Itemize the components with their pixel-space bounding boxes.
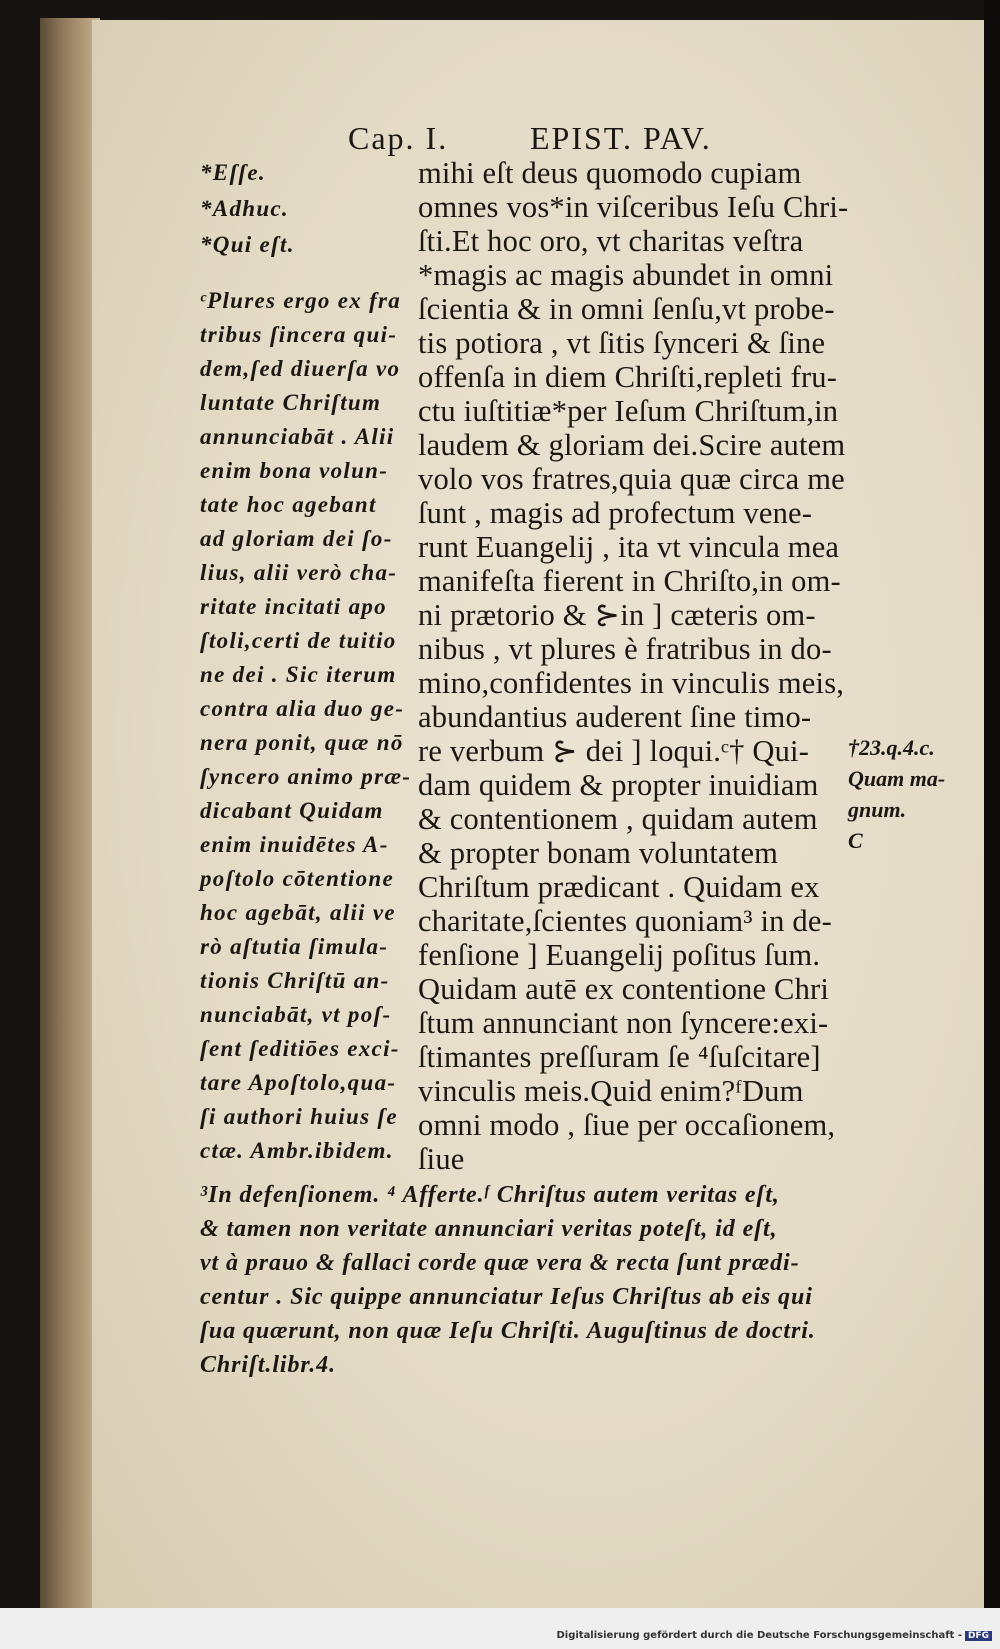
- footnote-line: vt à prauo & fallaci corde quæ vera & recta ſunt prædi-: [200, 1250, 800, 1276]
- main-text-line: ſunt , magis ad profectum vene-: [418, 496, 813, 530]
- gloss-line: ſi authori huius ſe: [200, 1104, 398, 1129]
- right-margin-note: †23.q.4.c.: [848, 735, 935, 760]
- gloss-line: annunciabāt . Alii: [200, 424, 395, 449]
- gloss-line: luntate Chriſtum: [200, 390, 382, 415]
- main-text-line: runt Euangelij , ita vt vincula mea: [418, 530, 840, 564]
- main-text-line: ſcientia & in omni ſenſu,vt probe-: [418, 292, 835, 326]
- main-text-line: vinculis meis.Quid enim?ᶠDum: [418, 1074, 804, 1108]
- main-text-line: ſtimantes preſſuram ſe ⁴ſuſcitare]: [418, 1040, 821, 1074]
- main-text-line: volo vos fratres,quia quæ circa me: [418, 462, 845, 496]
- gloss-line: hoc agebāt, alii ve: [200, 900, 396, 925]
- gloss-line: enim bona volun-: [200, 458, 389, 483]
- gloss-line: enim inuidētes A-: [200, 832, 389, 857]
- gloss-line: ſent ſeditiōes exci-: [200, 1036, 400, 1061]
- main-text-line: tis potiora , vt ſitis ſynceri & ſine: [418, 326, 826, 360]
- gloss-line: ritate incitati apo: [200, 594, 387, 619]
- dfg-logo: DFG: [965, 1631, 992, 1641]
- digitization-credit: [556, 1630, 992, 1641]
- main-text-line: laudem & gloriam dei.Scire autem: [418, 428, 846, 462]
- gloss-line: lius, alii verò cha-: [200, 560, 398, 585]
- gloss-line: tribus ſincera qui-: [200, 322, 398, 347]
- gloss-line: tionis Chriſtū an-: [200, 968, 390, 993]
- gloss-line: tate hoc agebant: [200, 492, 377, 517]
- main-text-line: ni prætorio & ⊱in ] cæteris om-: [418, 598, 816, 632]
- running-head-title: EPIST. PAV.: [530, 120, 712, 156]
- footnote-line: ſua quærunt, non quæ Ieſu Chriſti. Auguſtinus de doctri.: [200, 1318, 816, 1344]
- gloss-line: nera ponit, quæ nō: [200, 730, 404, 755]
- main-text-line: offenſa in diem Chriſti,repleti fru-: [418, 360, 838, 394]
- gloss-line: rò aſtutia ſimula-: [200, 934, 389, 959]
- main-text-line: abundantius auderent ſine timo-: [418, 700, 812, 734]
- footnote-line: & tamen non veritate annunciari veritas poteſt, id eſt,: [200, 1216, 778, 1242]
- main-text-line: ſiue: [418, 1142, 465, 1176]
- main-text-line: charitate,ſcientes quoniam³ in de-: [418, 904, 832, 938]
- gloss-line: contra alia duo ge-: [200, 696, 405, 721]
- main-text-line: Chriſtum prædicant . Quidam ex: [418, 870, 820, 904]
- main-text-line: dam quidem & propter inuidiam: [418, 768, 819, 802]
- right-margin-note: Quam ma-: [848, 766, 946, 791]
- gloss-line: ſyncero animo præ-: [200, 764, 412, 789]
- credit-strip: [0, 1608, 1000, 1649]
- left-margin-note: *Qui eſt.: [200, 232, 295, 257]
- footnote-line: centur . Sic quippe annunciatur Ieſus Chriſtus ab eis qui: [200, 1284, 813, 1310]
- gloss-line: dem,ſed diuerſa vo: [200, 356, 401, 381]
- book-binding-edge: [40, 18, 100, 1608]
- main-text-line: ſtum annunciant non ſyncere:exi-: [418, 1006, 829, 1040]
- main-text-line: ctu iuſtitiæ*per Ieſum Chriſtum,in: [418, 394, 839, 428]
- footnote-line: ³In defenſionem. ⁴ Afferte.ᶠ Chriſtus autem veritas eſt,: [200, 1182, 780, 1208]
- gloss-line: ſtoli,certi de tuitio: [200, 628, 397, 653]
- left-margin-note: *Adhuc.: [200, 196, 289, 221]
- main-text-line: fenſione ] Euangelij poſitus ſum.: [418, 938, 821, 972]
- book-right-edge: [984, 0, 1000, 1649]
- main-text-line: *magis ac magis abundet in omni: [418, 258, 834, 292]
- left-margin-note: *Eſſe.: [200, 160, 266, 185]
- main-text-line: & propter bonam voluntatem: [418, 836, 779, 870]
- main-text-line: omnes vos*in viſceribus Ieſu Chri-: [418, 190, 849, 224]
- main-text-line: re verbum ⊱ dei ] loqui.ᶜ† Qui-: [418, 734, 810, 768]
- gloss-line: ad gloriam dei ſo-: [200, 526, 393, 551]
- main-text-line: nibus , vt plures è fratribus in do-: [418, 632, 832, 666]
- main-text-line: omni modo , ſiue per occaſionem,: [418, 1108, 836, 1142]
- gloss-line: nunciabāt, vt poſ-: [200, 1002, 392, 1027]
- main-text-line: mino,confidentes in vinculis meis,: [418, 666, 845, 700]
- gloss-line: dicabant Quidam: [200, 798, 384, 823]
- gloss-line: ᶜPlures ergo ex fra: [200, 288, 402, 313]
- footnote-line: Chriſt.libr.4.: [200, 1352, 336, 1378]
- credit-text: Digitalisierung gefördert durch die Deutsche Forschungsgemeinschaft -: [556, 1630, 962, 1641]
- gloss-line: ne dei . Sic iterum: [200, 662, 397, 687]
- main-text-line: ſti.Et hoc oro, vt charitas veſtra: [418, 224, 804, 258]
- main-text-line: & contentionem , quidam autem: [418, 802, 818, 836]
- right-margin-note: gnum.: [848, 797, 907, 822]
- gloss-line: tare Apoſtolo,qua-: [200, 1070, 397, 1095]
- gloss-line: ctæ. Ambr.ibidem.: [200, 1138, 394, 1163]
- main-text-line: mihi eſt deus quomodo cupiam: [418, 156, 802, 190]
- main-text-line: manifeſta fierent in Chriſto,in om-: [418, 564, 841, 598]
- main-text-line: Quidam autē ex contentione Chri: [418, 972, 830, 1006]
- gloss-line: poſtolo cōtentione: [200, 866, 394, 891]
- running-head-chapter: Cap. I.: [348, 120, 449, 156]
- right-margin-note: C: [848, 828, 863, 853]
